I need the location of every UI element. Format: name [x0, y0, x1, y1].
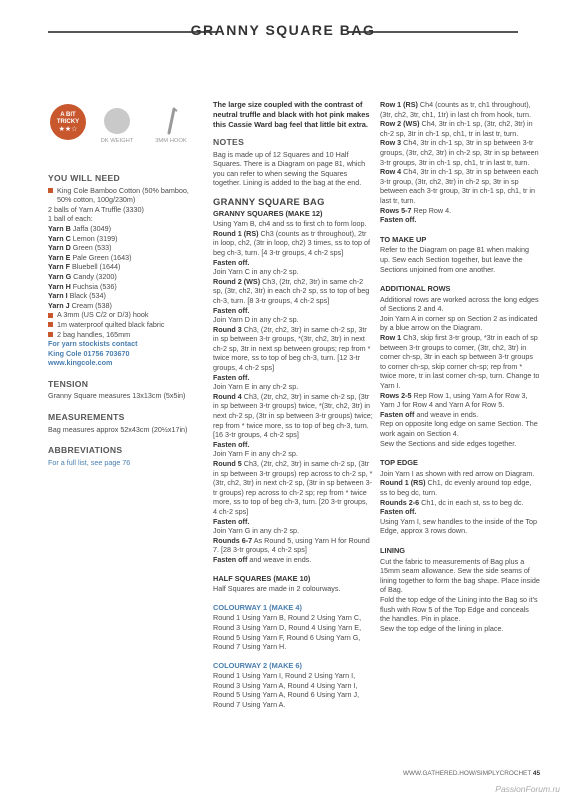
difficulty-rating	[48, 100, 198, 162]
yarn-a-line: 2 balls of Yarn A Truffle (3330)	[48, 204, 144, 214]
instruction: Fasten off.	[213, 372, 250, 382]
granny-squares-heading: GRANNY SQUARES (MAKE 12)	[213, 208, 323, 218]
stockist-link[interactable]: www.kingcole.com	[48, 358, 113, 368]
yarn-list	[48, 224, 198, 310]
each-line: 1 ball of each:	[48, 214, 93, 224]
yarn-item: Yarn J Cream (538)	[48, 300, 112, 310]
instruction: Using Yarn B, ch4 and ss to first ch to form loop.	[213, 219, 367, 229]
instruction: Fasten off.	[213, 516, 250, 526]
page-footer	[380, 770, 540, 777]
instruction: Fasten off and weave in ends.	[213, 554, 312, 564]
instruction: Using Yarn I, sew handles to the inside of the Top Edge, approx 3 rows down.	[380, 516, 538, 536]
hook-size-label: 3MM HOOK	[155, 138, 187, 144]
instruction: Rows 5-7 Rep Row 4.	[380, 205, 452, 215]
notes-heading: NOTES	[213, 137, 245, 147]
difficulty-badge: A BIT TRICKY ★★☆	[50, 104, 86, 140]
yarn-item: Yarn D Green (533)	[48, 243, 112, 253]
instruction: Round 5 Ch3, (2tr, ch2, 3tr) in same ch-2 sp, (3tr in sp between 3-tr groups) rep across to ch-2 sp, *(3tr, ch2, 3tr) in next ch-2 sp, (3tr in sp between 3-tr groups) rep across to ch-2 sp; rep from * twice more, ss to top of beg ch-3, turn. [20 3-tr groups, 4 ch-2 sps]	[213, 459, 373, 516]
abbreviations-heading: ABBREVIATIONS	[48, 445, 123, 456]
instruction: Rounds 6-7 As Round 5, using Yarn H for Round 7. [28 3-tr groups, 4 ch-2 sps]	[213, 535, 370, 555]
instruction: Join Yarn G in any ch-2 sp.	[213, 526, 300, 536]
additional-rows-heading: ADDITIONAL ROWS	[380, 284, 451, 294]
yarn-item: Yarn C Lemon (3199)	[48, 233, 118, 243]
watermark: PassionForum.ru	[495, 784, 560, 794]
materials-column	[48, 166, 198, 467]
instruction: Rows 2-5 Rep Row 1, using Yarn A for Row 3, Yarn J for Row 4 and Yarn A for Row 5.	[380, 390, 528, 410]
bag-heading: GRANNY SQUARE BAG	[213, 195, 325, 207]
to-make-up-heading: TO MAKE UP	[380, 234, 427, 244]
instruction: Fold the top edge of the Lining into the Bag so it's flush with Row 5 of the Top Edge and conceals the handles. Pin in place.	[380, 594, 538, 624]
instruction: Fasten off and weave in ends.	[380, 409, 479, 419]
instruction: Half Squares are made in 2 colourways.	[213, 584, 341, 594]
half-squares-heading: HALF SQUARES (MAKE 10)	[213, 573, 311, 583]
colourway-2-heading: COLOURWAY 2 (MAKE 6)	[213, 660, 302, 670]
top-edge-heading: TOP EDGE	[380, 458, 418, 468]
crochet-hook-icon	[156, 106, 186, 136]
page-title: GRANNY SQUARE BAG	[190, 22, 376, 38]
instruction: Sew the top edge of the lining in place.	[380, 623, 504, 633]
yarn-item: Yarn B Jaffa (3049)	[48, 223, 112, 233]
list-item: A 3mm (US C/2 or D/3) hook	[48, 310, 198, 320]
yarn-ball-icon	[104, 108, 130, 134]
yarn-item: Yarn G Candy (3200)	[48, 271, 117, 281]
footer-url[interactable]: WWW.GATHERED.HOW/SIMPLYCROCHET	[402, 770, 532, 777]
instruction: Round 1 (RS) Ch3 (counts as tr throughout), 2tr in loop, ch2, (3tr in loop, ch2) 3 times, ss to top of beg ch-3, turn. [4 3-tr groups, 4 ch-2 sps]	[213, 228, 371, 257]
instruction: Join Yarn C in any ch-2 sp.	[213, 267, 299, 277]
you-will-need-heading: YOU WILL NEED	[48, 173, 121, 183]
instruction: Fasten off.	[213, 305, 250, 315]
instruction: Fasten off.	[380, 215, 417, 225]
instruction: Sew the Sections and side edges together.	[380, 438, 517, 448]
measurements-heading: MEASUREMENTS	[48, 412, 125, 423]
intro-text: The large size coupled with the contrast of neutral truffle and black with hot pink makes this Cassie Ward bag feel that little bit extra.	[213, 100, 370, 129]
colourway-1-heading: COLOURWAY 1 (MAKE 4)	[213, 602, 302, 612]
instruction: Round 2 (WS) Ch3, (2tr, ch2, 3tr) in same ch-2 sp, (3tr, ch2, 3tr) in each ch-2 sp, ss to top of beg ch-3, turn. [8 3-tr groups, 4 ch-2 sps]	[213, 276, 370, 305]
stockist-line: For yarn stockists contact	[48, 339, 138, 349]
abbreviations-text: For a full list, see page 76	[48, 457, 131, 467]
pattern-column-2	[213, 100, 373, 710]
yarn-item: Yarn H Fuchsia (536)	[48, 281, 117, 291]
instruction: Join Yarn F in any ch-2 sp.	[213, 449, 298, 459]
instruction: Join Yarn E in any ch-2 sp.	[213, 382, 299, 392]
instruction: Fasten off.	[213, 257, 250, 267]
instruction: Round 3 Ch3, (2tr, ch2, 3tr) in same ch-2 sp, 3tr in sp between 3-tr groups, *(3tr, ch2, 3tr) in next ch-2 sp, 3tr in next sp between groups; rep from * twice more, ss to top of beg ch-3, turn. [12 3-tr groups, 4 ch-2 sps]	[213, 324, 371, 373]
instruction: Round 1 Using Yarn I, Round 2 Using Yarn I, Round 3 Using Yarn A, Round 4 Using Yarn I, Round 5 Using Yarn A, Round 6 Using Yarn J, Round 7 Using Yarn A.	[213, 671, 360, 710]
instruction: Round 1 (RS) Ch1, dc evenly around top edge, ss to beg dc, turn.	[380, 478, 532, 497]
tension-text: Granny Square measures 13x13cm (5x5in)	[48, 391, 186, 401]
list-item: 1m waterproof quilted black fabric	[48, 320, 198, 330]
instruction: Row 1 (RS) Ch4 (counts as tr, ch1 throughout), (3tr, ch2, 3tr, ch1, 1tr) in last ch from hook, turn.	[380, 100, 531, 119]
page-number: 45	[532, 770, 540, 777]
instruction: Row 3 Ch4, 3tr in ch-1 sp, 3tr in sp between 3-tr groups, (3tr, ch2, 3tr) in ch-2 sp, 3tr in sp between 3-tr groups, 3tr in ch-1 sp, ch1, tr in last tr, turn.	[380, 138, 539, 167]
list-item: 2 bag handles, 165mm	[48, 330, 198, 340]
instruction: Row 4 Ch4, 3tr in ch-1 sp, 3tr in sp between each 3-tr group, (3tr, ch2, 3tr) in ch-2 sp, 3tr in sp between each 3-tr group, 3tr in ch-1 sp, ch1, tr in last tr, turn.	[380, 167, 539, 205]
instruction: Join Yarn I as shown with red arrow on Diagram.	[380, 468, 535, 478]
yarn-item: Yarn F Bluebell (1644)	[48, 262, 121, 272]
instruction: Round 4 Ch3, (2tr, ch2, 3tr) in same ch-2 sp, (3tr in sp between 3-tr groups) twice, *(3tr, ch2, 3tr) in next ch-2 sp, (3tr in sp between 3-tr groups) twice; rep from * twice more, ss to top of beg ch-3, turn. [16 3-tr groups, 4 ch-2 sps]	[213, 391, 373, 440]
lining-heading: LINING	[380, 545, 406, 555]
measurements-text: Bag measures approx 52x43cm (20½x17in)	[48, 424, 188, 434]
pattern-column-3	[380, 100, 540, 633]
instruction: Round 1 Using Yarn B, Round 2 Using Yarn C, Round 3 Using Yarn D, Round 4 Using Yarn E, Round 5 Using Yarn F, Round 6 Using Yarn G, Round 7 Using Yarn H.	[213, 613, 362, 652]
instruction: Fasten off.	[213, 439, 250, 449]
instruction: Refer to the Diagram on page 81 when making up. Sew each Section together, but leave the Sections unjoined from one another.	[380, 245, 530, 274]
instruction: Join Yarn D in any ch-2 sp.	[213, 315, 299, 325]
yarn-weight-label: DK WEIGHT	[100, 138, 134, 144]
instruction: Rep on opposite long edge on same Section. The work again on Section 4.	[380, 419, 538, 438]
notes-text: Bag is made up of 12 Squares and 10 Half Squares. There is a Diagram on page 81, which you can refer to when sewing the Squares together. Lining is added to the bag at the end.	[213, 149, 366, 188]
instruction: Row 2 (WS) Ch4, 3tr in ch-1 sp, (3tr, ch2, 3tr) in ch-2 sp, 3tr in ch-1 sp, ch1, tr in last tr, turn.	[380, 119, 533, 138]
instruction: Join Yarn A in corner sp on Section 2 as indicated by a blue arrow on the Diagram.	[380, 313, 538, 333]
yarn-item: Yarn E Pale Green (1643)	[48, 252, 132, 262]
list-item: King Cole Bamboo Cotton (50% bamboo, 50% cotton, 100g/230m)	[48, 186, 198, 205]
instruction: Cut the fabric to measurements of Bag plus a 15mm seam allowance. Sew the side seams of lining together to form the bag shape. Place inside of Bag.	[380, 556, 540, 595]
instruction: Rounds 2-6 Ch1, dc in each st, ss to beg dc.	[380, 497, 524, 507]
instruction: Additional rows are worked across the long edges of Sections 2 and 4.	[380, 294, 539, 314]
instruction: Row 1 Ch3, skip first 3-tr group, *3tr in each of sp between 3-tr groups to corner, (3tr, ch2, 3tr) in corner ch-sp, 3tr in each sp between 3-tr groups to corner ch-sp, skip corner ch-sp; rep from * twice more, tr in last corner ch-sp, turn. Change to Yarn I.	[380, 333, 540, 391]
yarn-item: Yarn I Black (534)	[48, 291, 106, 301]
instruction: Fasten off.	[380, 507, 417, 517]
tension-heading: TENSION	[48, 378, 89, 389]
stockist-line: King Cole 01756 703670	[48, 348, 130, 358]
